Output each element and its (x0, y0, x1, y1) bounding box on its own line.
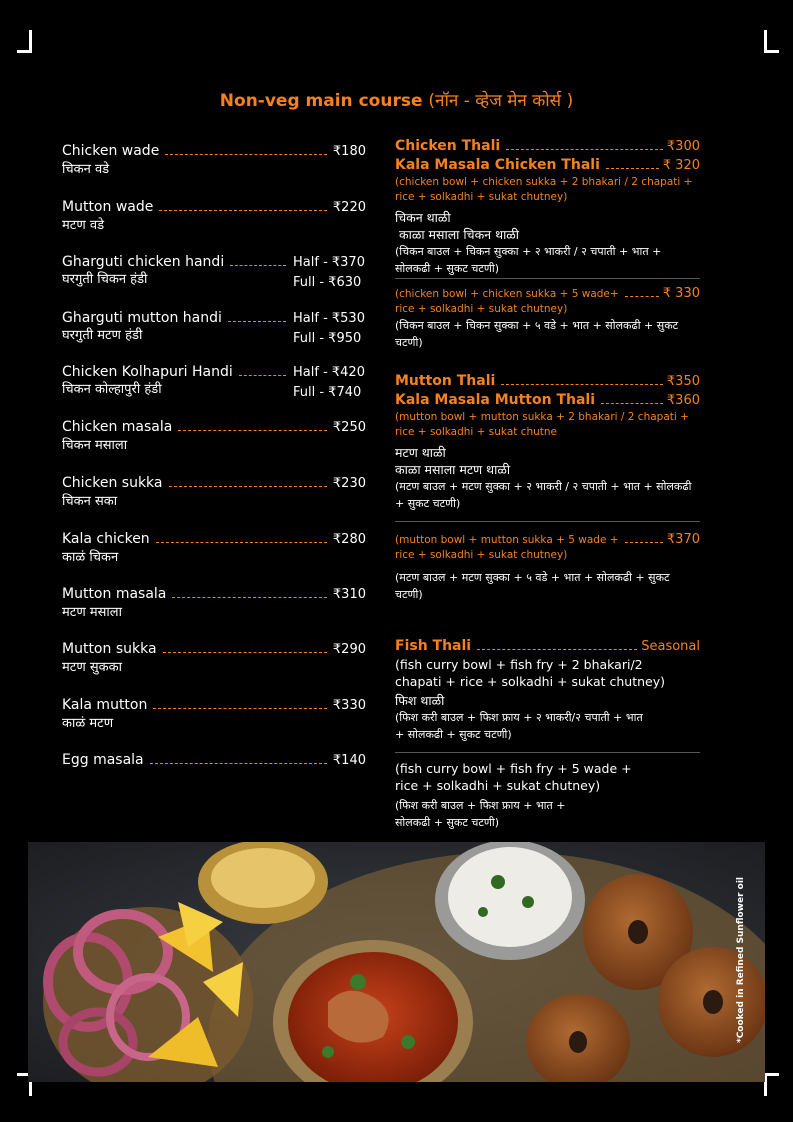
thali-alt-description-marathi: (चिकन बाउल + चिकन सुक्का + ५ वडे + भात + सोलकढी + सुकट चटणी) (395, 319, 679, 349)
item-name-marathi: मटण सुकका (62, 660, 122, 675)
thali-alt-description-marathi: (फिश करी बाउल + फिश फ्राय + भात + सोलकढी + सुकट चटणी) (395, 799, 566, 829)
title-english: Non-veg main course (219, 91, 423, 111)
item-name: Kala chicken (62, 531, 150, 547)
half-full-prices (293, 363, 365, 403)
full-price: Full - ₹630 (293, 275, 362, 290)
item-name: Kala mutton (62, 697, 148, 713)
thali-name: Mutton Thali (395, 373, 496, 389)
divider (395, 278, 700, 279)
item-price: ₹250 (332, 420, 366, 435)
food-illustration (28, 842, 765, 1082)
thali-price: Seasonal (641, 639, 700, 654)
chicken-thali-wade-option (395, 286, 700, 351)
item-name: Chicken sukka (62, 475, 163, 491)
thali-alt-price: ₹370 (666, 532, 700, 547)
menu-item-mutton-masala (62, 585, 366, 622)
item-price: ₹220 (332, 200, 366, 215)
item-name-marathi: काळं मटण (62, 716, 114, 731)
half-full-prices (293, 309, 365, 349)
food-photo (28, 842, 765, 1082)
title-marathi: (नॉन - व्हेज मेन कोर्स ) (428, 91, 574, 111)
item-name: Chicken Kolhapuri Handi (62, 364, 233, 380)
dot-leader (165, 154, 327, 155)
half-price: Half - ₹530 (293, 311, 365, 326)
menu-item-mutton-sukka (62, 640, 366, 677)
menu-item-gharguti-mutton-handi (62, 309, 366, 345)
thali-name-marathi: मटण थाळी (395, 445, 446, 460)
half-full-prices (293, 253, 365, 293)
menu-item-kala-chicken (62, 530, 366, 567)
item-price: ₹330 (332, 698, 366, 713)
dot-leader (625, 542, 663, 543)
menu-item-gharguti-chicken-handi (62, 253, 366, 289)
item-name-marathi: चिकन वडे (62, 162, 110, 177)
dot-leader (156, 542, 327, 543)
item-price: ₹230 (332, 476, 366, 491)
dot-leader (178, 430, 327, 431)
dot-leader (501, 384, 663, 385)
thali-name: Kala Masala Mutton Thali (395, 392, 595, 408)
dot-leader (159, 210, 327, 211)
thali-name: Chicken Thali (395, 138, 501, 154)
thali-description: (fish curry bowl + fish fry + 2 bhakari/2 chapati + rice + solkadhi + sukat chutney) (395, 657, 665, 689)
full-price: Full - ₹950 (293, 331, 362, 346)
oil-note: *Cooked in Refined Sunflower oil (736, 877, 746, 1044)
menu-item-chicken-kolhapuri-handi (62, 363, 366, 399)
dot-leader (239, 375, 286, 376)
dot-leader (477, 649, 637, 650)
thali-alt-description: (mutton bowl + mutton sukka + 5 wade + rice + solkadhi + sukat chutney) (395, 534, 619, 561)
item-name: Mutton masala (62, 586, 167, 602)
item-name: Mutton sukka (62, 641, 157, 657)
menu-item-chicken-masala (62, 418, 366, 455)
thali-description-marathi: (मटण बाउल + मटण सुक्का + २ भाकरी / २ चपाती + भात + सोलकढी + सुकट चटणी) (395, 480, 692, 510)
corner-mark-top-left (17, 30, 32, 53)
mutton-thali-wade-option (395, 532, 700, 603)
thali-price: ₹350 (666, 374, 700, 389)
item-name: Chicken masala (62, 419, 173, 435)
thali-name: Kala Masala Chicken Thali (395, 157, 600, 173)
thali-description-marathi: (फिश करी बाउल + फिश फ्राय + २ भाकरी/२ चपाती + भात + सोलकढी + सुकट चटणी) (395, 711, 643, 741)
thali-alt-description: (fish curry bowl + fish fry + 5 wade + rice + solkadhi + sukat chutney) (395, 761, 632, 793)
half-price: Half - ₹370 (293, 255, 365, 270)
item-price: ₹180 (332, 144, 366, 159)
thali-price: ₹ 320 (662, 158, 700, 173)
thali-description-marathi: (चिकन बाउल + चिकन सुक्का + २ भाकरी / २ चपाती + भात + सोलकढी + सुकट चटणी) (395, 245, 662, 275)
item-name: Egg masala (62, 752, 144, 768)
dot-leader (153, 708, 327, 709)
thali-price: ₹300 (666, 139, 700, 154)
thali-name-marathi: फिश थाळी (395, 693, 445, 708)
item-price: ₹310 (332, 587, 366, 602)
fish-thali-wade-option (395, 760, 700, 831)
dot-leader (230, 265, 286, 266)
item-name: Gharguti chicken handi (62, 254, 225, 270)
divider (395, 521, 700, 522)
thali-name-marathi: काळा मसाला मटण थाळी (395, 462, 511, 477)
corner-mark-top-right (764, 30, 779, 53)
item-price: ₹140 (332, 753, 366, 768)
dot-leader (169, 486, 327, 487)
item-price: ₹290 (332, 642, 366, 657)
menu-item-kala-mutton (62, 696, 366, 733)
dot-leader (606, 168, 659, 169)
item-name-marathi: घरगुती चिकन हंडी (62, 272, 148, 287)
dot-leader (163, 652, 327, 653)
item-name: Chicken wade (62, 143, 160, 159)
item-name-marathi: मटण मसाला (62, 605, 122, 620)
thali-alt-description-marathi: (मटण बाउल + मटण सुक्का + ५ वडे + भात + सोलकढी + सुकट चटणी) (395, 571, 670, 601)
menu-item-egg-masala (62, 751, 366, 770)
dot-leader (172, 597, 327, 598)
thali-name-marathi: काळा मसाला चिकन थाळी (399, 227, 520, 242)
dot-leader (601, 403, 663, 404)
half-price: Half - ₹420 (293, 365, 365, 380)
corner-mark-bottom-right (764, 1073, 779, 1096)
item-name: Mutton wade (62, 199, 154, 215)
dot-leader (228, 321, 286, 322)
menu-item-chicken-sukka (62, 474, 366, 511)
thali-name: Fish Thali (395, 638, 472, 654)
dot-leader (625, 296, 659, 297)
thali-price: ₹360 (666, 393, 700, 408)
thali-description: (mutton bowl + mutton sukka + 2 bhakari / 2 chapati + rice + solkadhi + sukat chutne (395, 411, 689, 438)
full-price: Full - ₹740 (293, 385, 362, 400)
item-name-marathi: चिकन सका (62, 494, 118, 509)
thali-description: (chicken bowl + chicken sukka + 2 bhakari / 2 chapati + rice + solkadhi + sukat chutney) (395, 176, 693, 203)
item-name-marathi: काळं चिकन (62, 550, 119, 565)
item-price: ₹280 (332, 532, 366, 547)
item-name-marathi: चिकन कोल्हापुरी हंडी (62, 382, 162, 397)
divider (395, 752, 700, 753)
dot-leader (506, 149, 663, 150)
chicken-thali-section (395, 137, 700, 277)
item-name-marathi: चिकन मसाला (62, 438, 128, 453)
item-name-marathi: घरगुती मटण हंडी (62, 328, 143, 343)
item-name-marathi: मटण वडे (62, 218, 105, 233)
menu-item-chicken-wade (62, 142, 366, 179)
page-title (0, 88, 793, 111)
thali-name-marathi: चिकन थाळी (395, 210, 451, 225)
menu-item-mutton-wade (62, 198, 366, 235)
dot-leader (150, 763, 327, 764)
fish-thali-section (395, 637, 700, 743)
thali-alt-price: ₹ 330 (662, 286, 700, 301)
item-name: Gharguti mutton handi (62, 310, 222, 326)
mutton-thali-section (395, 372, 700, 512)
thali-alt-description: (chicken bowl + chicken sukka + 5 wade+ rice + solkadhi + sukat chutney) (395, 288, 619, 315)
